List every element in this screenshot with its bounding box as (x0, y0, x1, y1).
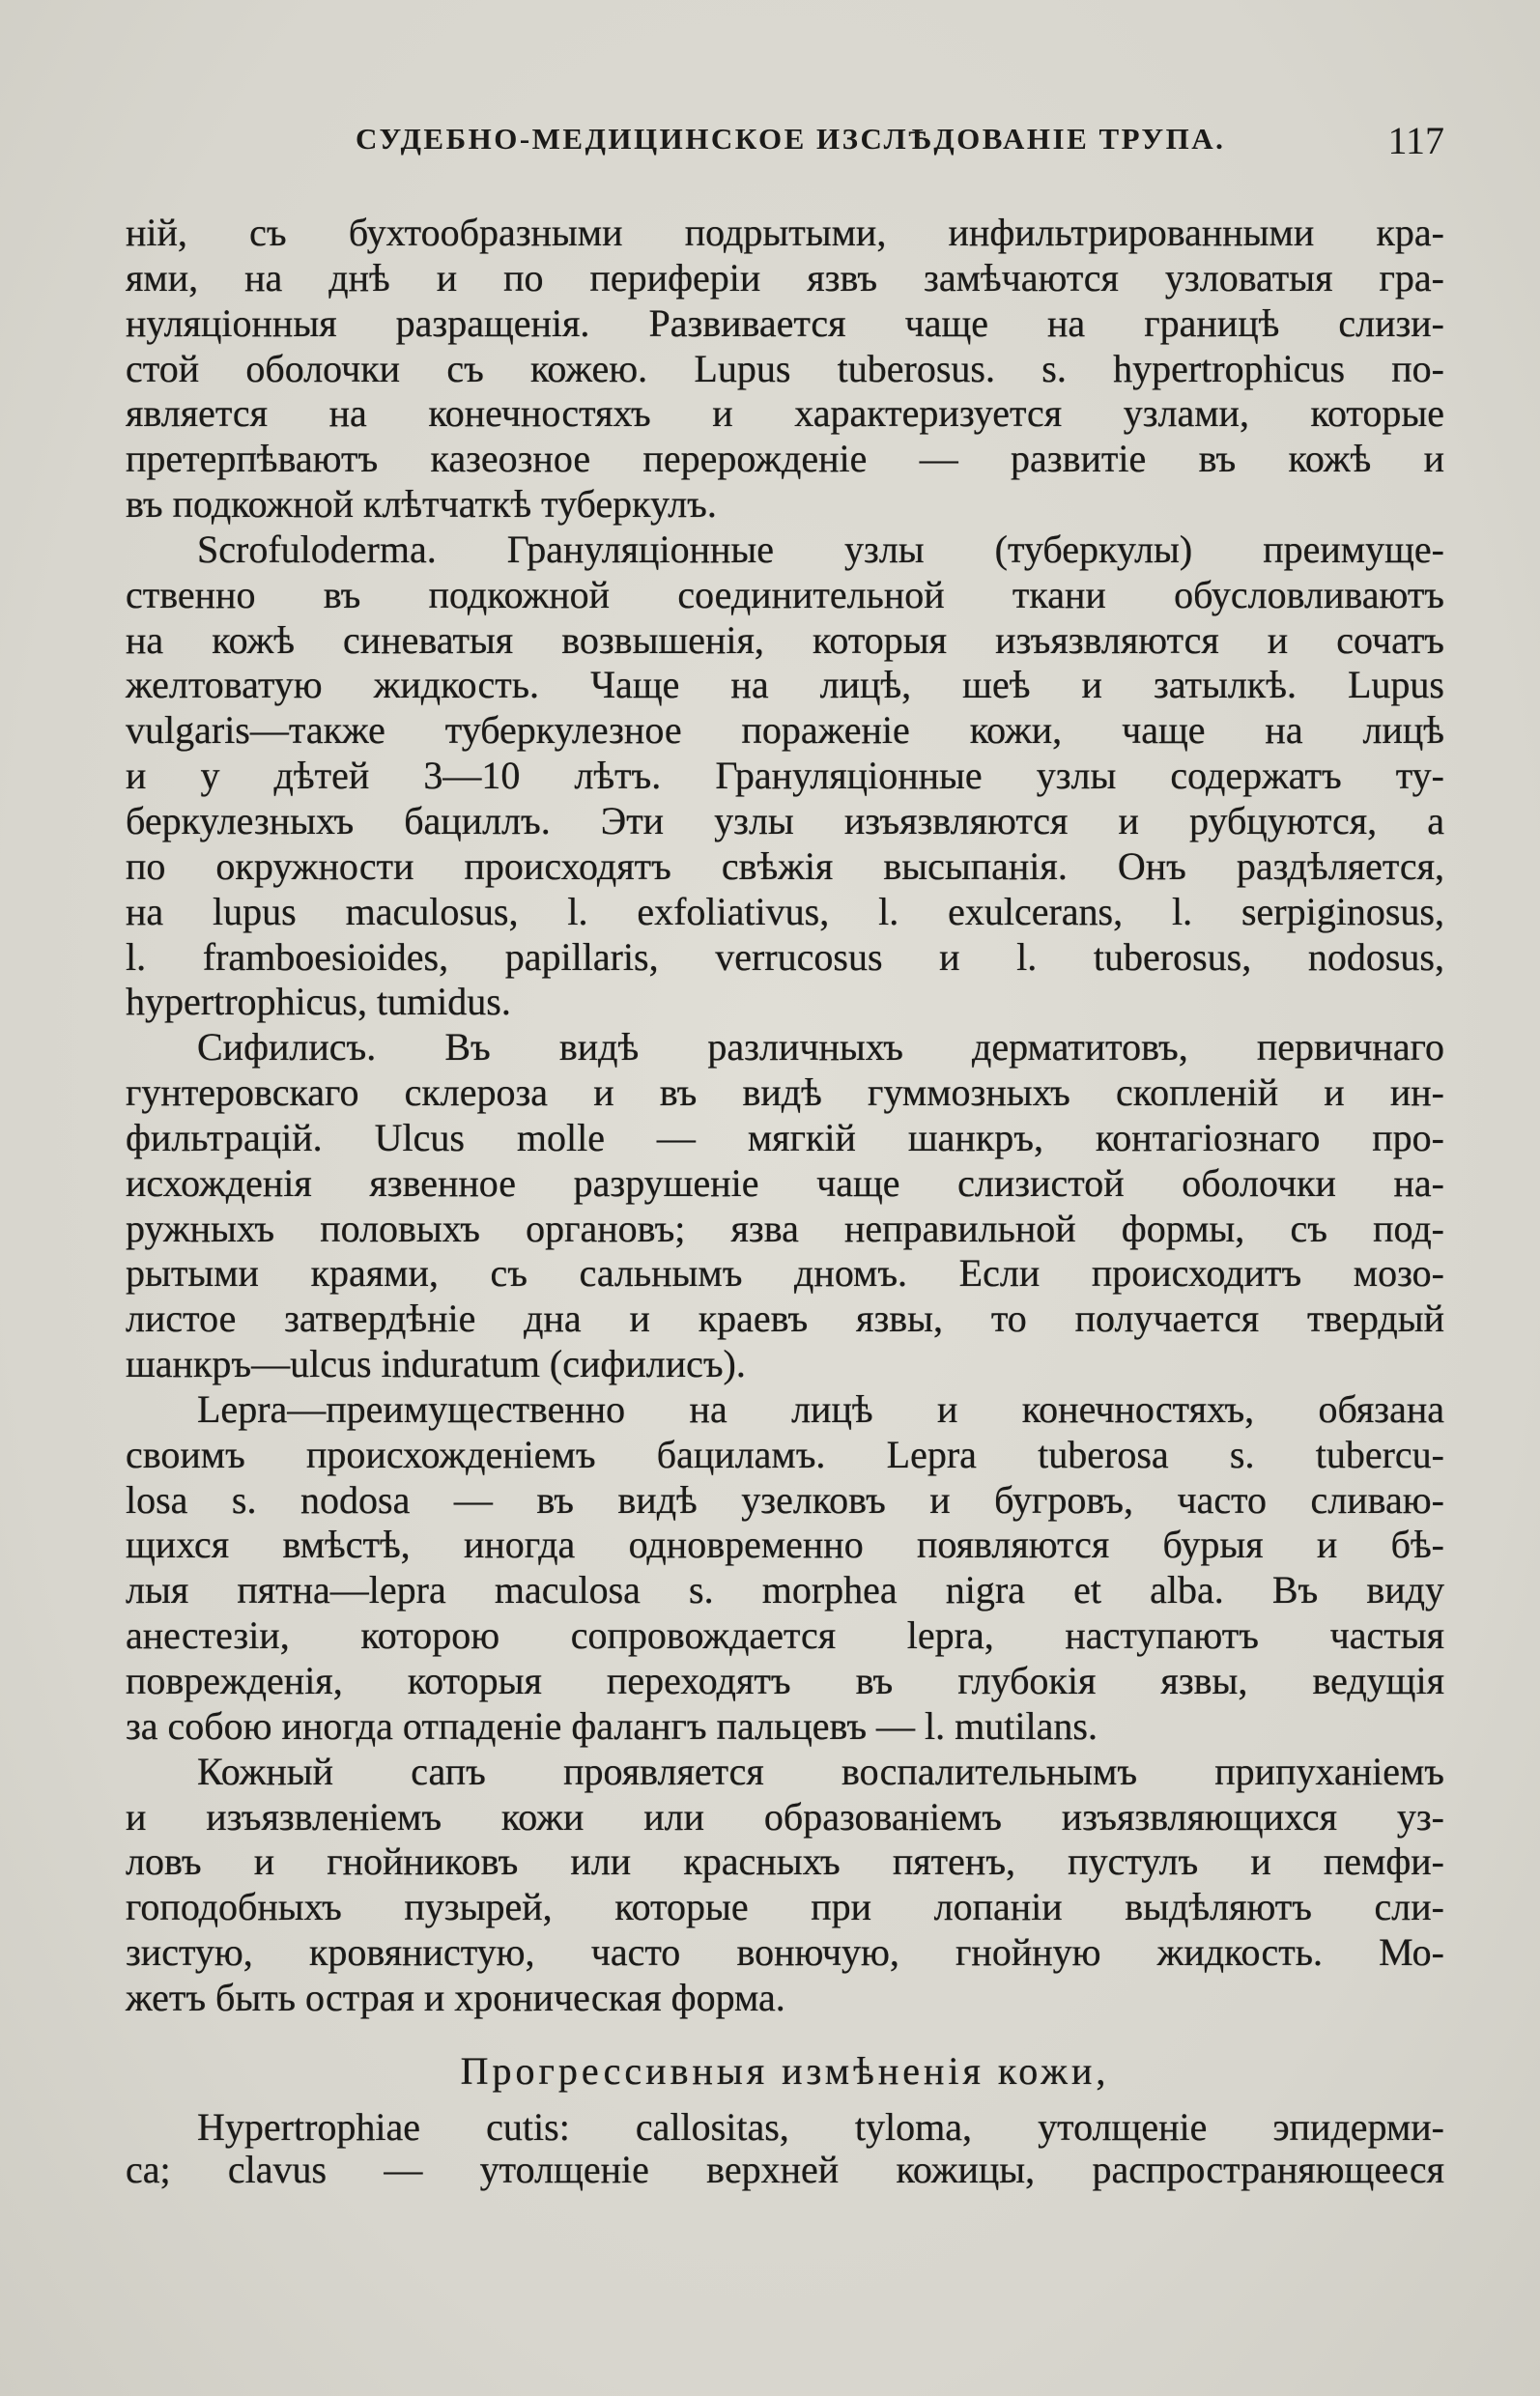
section-heading: Прогрессивныя измѣненія кожи, (460, 2048, 1110, 2093)
text-line: нуляціонныя разращенія. Развивается чаще на границѣ слизи- (126, 300, 1444, 345)
text-line: рытыми краями, съ сальнымъ дномъ. Если происходитъ мозо- (126, 1251, 1444, 1296)
paragraph (126, 1387, 1444, 1750)
text-line: hypertrophicus, tumidus. (126, 980, 511, 1024)
text-line: зистую, кровянистую, часто вонючую, гнойную жидкость. Мо- (126, 1930, 1444, 1975)
text-line: анестезіи, которою сопровождается lepra, наступаютъ частыя (126, 1613, 1444, 1658)
body-text (126, 211, 1444, 2191)
text-line: за собою иногда отпаденіе фалангъ пальцевъ — l. mutilans. (126, 1703, 1098, 1748)
page-number: 117 (1387, 119, 1444, 162)
text-line: въ подкожной клѣтчаткѣ туберкулъ. (126, 482, 717, 527)
text-line: своимъ происхожденіемъ бациламъ. Lepra tuberosa s. tubercu- (126, 1432, 1444, 1476)
text-line: беркулезныхъ бациллъ. Эти узлы изъязвляются и рубцуются, а (126, 798, 1444, 842)
text-line: ній, съ бухтообразными подрытыми, инфильтрированными кра- (126, 211, 1444, 254)
text-line: ружныхъ половыхъ органовъ; язва неправильной формы, съ под- (126, 1206, 1444, 1250)
paragraph (126, 528, 1444, 1025)
text-line: Сифилисъ. Въ видѣ различныхъ дерматитовъ, первичнаго (197, 1025, 1444, 1070)
text-line: желтоватую жидкость. Чаще на лицѣ, шеѣ и затылкѣ. Lupus (126, 663, 1444, 707)
text-line: лыя пятна—lepra maculosa s. morphea nigra et alba. Въ виду (126, 1568, 1444, 1612)
text-line: гунтеровскаго склероза и въ видѣ гуммозныхъ скопленій и ин- (126, 1070, 1444, 1115)
text-line: ями, на днѣ и по периферіи язвъ замѣчаются узловатыя гра- (126, 255, 1444, 300)
running-head (126, 119, 1444, 170)
paragraph (126, 211, 1444, 528)
paragraph (126, 1025, 1444, 1387)
text-line: ловъ и гнойниковъ или красныхъ пятенъ, пустулъ и пемфи- (126, 1840, 1444, 1884)
text-line: исхожденія язвенное разрушеніе чаще слизистой оболочки на- (126, 1160, 1444, 1205)
text-line: Кожный сапъ проявляется воспалительнымъ припуханіемъ (197, 1749, 1444, 1793)
text-line: ственно въ подкожной соединительной ткани обусловливаютъ (126, 572, 1444, 616)
text-line: листое затвердѣніе дна и краевъ язвы, то получается твердый (126, 1297, 1444, 1341)
text-line: жетъ быть острая и хроническая форма. (126, 1975, 785, 2019)
text-line: и изъязвленіемъ кожи или образованіемъ изъязвляющихся уз- (126, 1794, 1444, 1839)
text-line: Scrofuloderma. Грануляціонные узлы (туберкулы) преимуще- (197, 527, 1444, 571)
text-line: фильтрацій. Ulcus molle — мягкій шанкръ, контагіознаго про- (126, 1115, 1444, 1159)
paragraph (126, 1750, 1444, 2021)
text-line: шанкръ—ulcus induratum (сифилисъ). (126, 1342, 746, 1386)
text-line: по окружности происходятъ свѣжія высыпанія. Онъ раздѣляется, (126, 843, 1444, 888)
text-line: losa s. nodosa — въ видѣ узелковъ и бугровъ, часто сливаю- (126, 1477, 1444, 1522)
text-line: щихся вмѣстѣ, иногда одновременно появляются бурыя и бѣ- (126, 1523, 1444, 1567)
text-line: и у дѣтей 3—10 лѣтъ. Грануляціонные узлы содержатъ ту- (126, 754, 1444, 798)
tail-paragraph (126, 2106, 1444, 2191)
paragraphs (126, 211, 1444, 2021)
text-line: является на конечностяхъ и характеризуется узлами, которые (126, 391, 1444, 436)
text-line: стой оболочки съ кожею. Lupus tuberosus. s. hypertrophicus по- (126, 346, 1444, 390)
paragraph (126, 2106, 1444, 2191)
text-line: на кожѣ синеватыя возвышенія, которыя изъязвляются и сочатъ (126, 617, 1444, 662)
text-line: Lepra—преимущественно на лицѣ и конечностяхъ, обязана (197, 1386, 1444, 1431)
text-line: на lupus maculosus, l. exfoliativus, l. exulcerans, l. serpiginosus, (126, 889, 1444, 933)
text-line: гоподобныхъ пузырей, которые при лопаніи выдѣляютъ сли- (126, 1885, 1444, 1929)
text-line: поврежденія, которыя переходятъ въ глубокія язвы, ведущія (126, 1659, 1444, 1702)
text-line: Hypertrophiae cutis: callositas, tyloma, утолщеніе эпидерми- (197, 2104, 1444, 2149)
text-line: vulgaris—также туберкулезное пораженіе кожи, чаще на лицѣ (126, 708, 1444, 753)
text-line: l. framboesioides, papillaris, verrucosus и l. tuberosus, nodosus, (126, 934, 1444, 979)
running-title: СУДЕБНО-МЕДИЦИНСКОЕ ИЗСЛѢДОВАНІЕ ТРУПА. (356, 122, 1226, 156)
text-line: претерпѣваютъ казеозное перерожденіе — развитіе въ кожѣ и (126, 437, 1444, 481)
text-line: ca; clavus — утолщеніе верхней кожицы, распространяющееся (126, 2147, 1444, 2191)
